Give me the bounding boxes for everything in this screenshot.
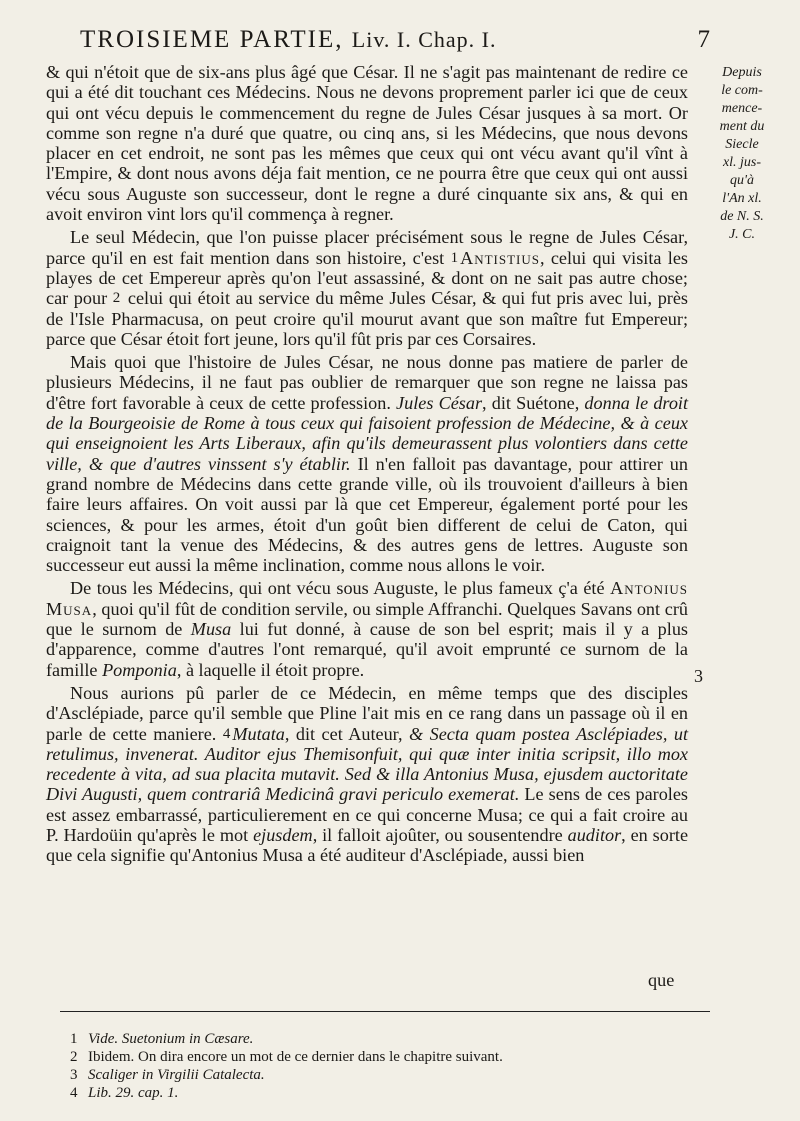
text-run: Mais quoi que l'histoire de Jules César, ne nous donne pas matiere de parler de plusieurs Médecins, il ne faut pas oublier de remarquer que son regne ne laissa pas d'être fort favorable à ceux de cette profession. [46, 352, 688, 413]
footnote-ref-2: 2 [112, 290, 121, 307]
footnote-text: Lib. 29. cap. 1. [88, 1085, 179, 1101]
footnote-number: 2 [70, 1049, 78, 1065]
text-run: celui qui étoit au service du même Jules César, & qui fut pris avec lui, près de l'Isle Pharmacusa, on peut croire qu'il mourut avant que son maître fut Empereur; parce que César étoit fort jeune, lors qu'il fût pris par ces Corsaires. [46, 288, 688, 349]
text-run: Nous aurions pû parler de ce Médecin, en même temps que des disciples d'Asclépiade, parce qu'il semble que Pline l'ait mis en ce rang dans un passage où il en parle de cette maniere. [46, 682, 688, 744]
margin-line: le com- [721, 83, 763, 98]
running-header [80, 26, 712, 54]
paragraph-4 [46, 578, 688, 679]
word-ejusdem: ejusdem [253, 824, 313, 845]
header-book-chapter: Liv. I. Chap. I. [351, 27, 497, 52]
text-run: lui fut donné, à cause de son bel esprit; mais il y a plus d'apparence, comme d'autres l'ont remarqué, qu'il avoit emprunté ce surnom de la famille [46, 619, 688, 680]
footnote-ref-1: 1 [450, 249, 459, 266]
margin-line: xl. jus- [722, 155, 762, 170]
paragraph-2 [46, 227, 688, 349]
word-mutata: Mutata [232, 723, 285, 744]
footnote-1 [70, 1030, 710, 1048]
suetonius-quote: donna le droit de la Bourgeoisie de Rome à tous ceux qui faisoient profession de Médecine, & à ceux qui enseignoient les Arts Liberaux, afin qu'ils demeurassent plus volontiers dans cette ville, & que d'autres vinssent s'y établir. [46, 392, 689, 474]
footnotes [70, 1030, 710, 1102]
text-run: , dit Suétone, [482, 392, 580, 413]
margin-line: J. C. [728, 227, 756, 242]
margin-line: Siecle [725, 137, 759, 152]
text-run: , dit cet Auteur, [284, 723, 403, 744]
pliny-latin-quote: & Secta quam postea Asclépiades, ut retulimus, invenerat. Auditor ejus Themisonfuit, qui quæ inter initia scripsit, illo mox recedente à vita, ad sua placita mutavit. Sed & illa Antonius Musa, ejusdem auctoritate Divi Augusti, quem contrariâ Medicinâ gravi periculo exemerat. [46, 723, 689, 805]
text-run: , celui qui visita les playes de cet Empereur après qu'on l'eut assassiné, & dont on ne sait pas autre chose; car pour [46, 247, 688, 309]
text-run: , en sorte que cela signifie qu'Antonius Musa a été auditeur d'Asclépiade, aussi bien [46, 824, 689, 866]
footnote-text: Vide. Suetonium in Cæsare. [88, 1031, 254, 1047]
footnote-number: 3 [70, 1067, 78, 1083]
name-antonius-musa: Antonius Musa [46, 578, 689, 619]
paragraph-1: & qui n'étoit que de six-ans plus âgé que César. Il ne s'agit pas maintenant de redire ce qui a été dit touchant ces Médecins. Nous ne devons proprement parler ici que de ceux qui ont vécu depuis le commencement du regne de Jules César jusques à sa mort. Or comme son regne n'a duré que quatre, ou cinq ans, si les Médecins, que nous devons placer en cet endroit, ne sont pas les mêmes que ceux qui ont vécu avant qu'il vînt à l'Empire, & dont nous avons déja fait mention, ce ne pourra être que ceux qui ont aussi vécu sous Auguste son successeur, dont le regne a duré cinquante six ans, & qui en avoit environ vint lors qu'il commença à regner. [46, 62, 688, 225]
text-run: Le seul Médecin, que l'on puisse placer précisément sous le regne de Jules César, parce qu'il en est fait mention dans son histoire, c'est [46, 227, 688, 268]
text-run: De tous les Médecins, qui ont vécu sous Auguste, le plus fameux ç'a été [70, 578, 605, 599]
word-auditor: auditor [567, 824, 622, 845]
body-text [46, 62, 688, 869]
footnote-text: Scaliger in Virgilii Catalecta. [88, 1067, 265, 1083]
margin-line: ment du [719, 119, 765, 134]
header-title: TROISIEME PARTIE, [80, 26, 344, 53]
footnote-number: 1 [70, 1031, 78, 1047]
text-run: , quoi qu'il fût de condition servile, ou simple Affranchi. Quelques Savans ont crû que le surnom de [46, 598, 688, 640]
page-number: 7 [697, 26, 712, 53]
text-run: Le sens de ces paroles est assez embarrassé, particulierement en ce qui concerne Musa; ce qui a fait croire au P. Hardoüin qu'après le mot [46, 784, 688, 845]
footnote-text: Ibidem. On dira encore un mot de ce dernier dans le chapitre suivant. [88, 1049, 503, 1065]
text-run: , il falloit ajoûter, ou sousentendre [312, 824, 563, 845]
word-pomponia: Pomponia [102, 659, 177, 680]
margin-line: de N. S. [720, 209, 764, 224]
footnote-2 [70, 1048, 710, 1066]
margin-line: mence- [721, 101, 763, 116]
margin-line: l'An xl. [722, 191, 762, 206]
footnote-divider [60, 1011, 710, 1012]
text-run: , à laquelle il étoit propre. [176, 659, 365, 680]
footnote-4 [70, 1084, 710, 1102]
margin-line: qu'à [730, 173, 754, 188]
quote-intro: Jules César [396, 392, 483, 413]
catchword: que [648, 970, 675, 990]
margin-footnote-ref-3: 3 [694, 666, 703, 686]
text-run: Il n'en falloit pas davantage, pour attirer un grand nombre de Médecins dans cette grande ville, où ils trouvoient d'ailleurs à bien faire leurs affaires. On voit aussi par là que cet Empereur, également porté pour les sciences, & pour les armes, étoit d'un goût bien different de celui de Caton, qui craignoit tant la venue des Médecins, & des autres gens de lettres. Auguste son successeur eut aussi la même inclination, comme nous allons le voir. [46, 453, 688, 576]
word-musa: Musa [190, 619, 232, 640]
paragraph-5 [46, 683, 688, 866]
footnote-ref-4: 4 [222, 725, 231, 742]
margin-note [692, 64, 792, 244]
name-antistius: Antistius [460, 247, 540, 268]
paragraph-3 [46, 352, 688, 575]
footnote-3 [70, 1066, 710, 1084]
margin-line: Depuis [722, 65, 762, 80]
footnote-number: 4 [70, 1085, 78, 1101]
